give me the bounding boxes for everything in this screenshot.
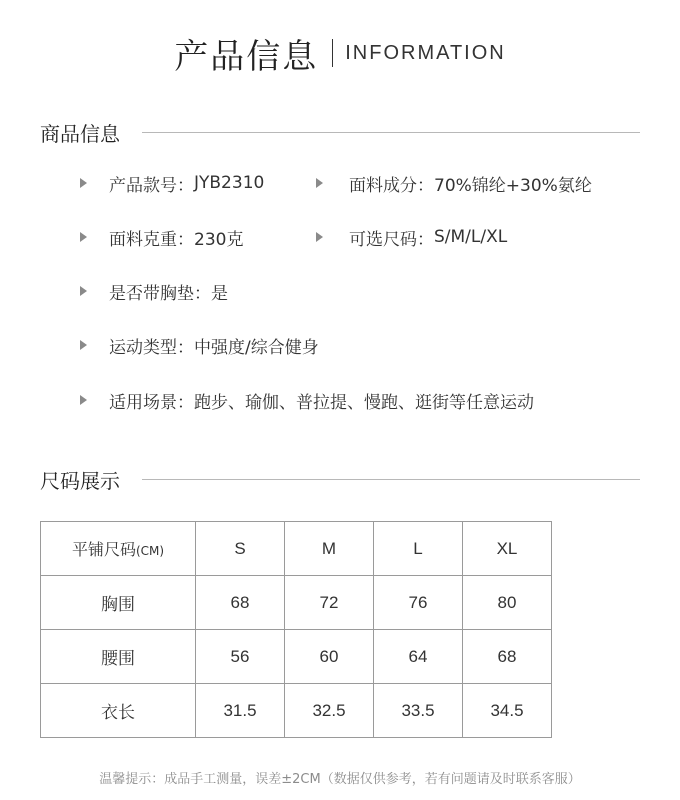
bullet-triangle-icon [80, 286, 87, 296]
bullet-triangle-icon [80, 340, 87, 350]
info-label: 面料克重： [109, 229, 194, 250]
section-title-product-info: 商品信息 [40, 121, 120, 146]
info-value: 中强度/综合健身 [194, 337, 319, 358]
table-row [41, 684, 552, 738]
size-header-l: L [374, 522, 463, 576]
info-item-fabric-composition [314, 171, 592, 195]
info-item-fabric-weight [78, 225, 243, 249]
table-cell: 64 [374, 630, 463, 684]
table-cell: 60 [285, 630, 374, 684]
info-value: 230克 [194, 229, 244, 250]
table-cell: 56 [196, 630, 285, 684]
page-title: 产品信息 [174, 36, 319, 77]
table-cell: 76 [374, 576, 463, 630]
info-value: 是 [211, 283, 228, 304]
table-cell: 68 [196, 576, 285, 630]
header-label-text: 平铺尺码 [71, 540, 136, 559]
info-label: 是否带胸垫： [109, 283, 211, 304]
bullet-triangle-icon [80, 232, 87, 242]
info-item-style-number [78, 171, 264, 195]
table-row [41, 630, 552, 684]
bullet-triangle-icon [316, 178, 323, 188]
size-table [40, 521, 552, 738]
section-divider [142, 132, 640, 133]
section-title-size-chart: 尺码展示 [40, 468, 120, 493]
info-value: S/M/L/XL [434, 227, 508, 247]
table-row [41, 576, 552, 630]
row-label-chest: 胸围 [41, 576, 196, 630]
product-info-heading [40, 117, 640, 147]
info-item-sport-type [78, 333, 319, 357]
page-subtitle: INFORMATION [345, 41, 506, 64]
table-header-row [41, 522, 552, 576]
size-header-xl: XL [463, 522, 552, 576]
table-header-label [41, 522, 196, 576]
info-item-chest-pad [78, 279, 228, 303]
info-value: 跑步、瑜伽、普拉提、慢跑、逛街等任意运动 [194, 392, 534, 413]
info-value: 70%锦纶+30%氨纶 [434, 175, 592, 196]
section-divider [142, 479, 640, 480]
info-label: 运动类型： [109, 337, 194, 358]
page-header [0, 28, 680, 78]
measurement-note: 温馨提示：成品手工测量，误差±2CM（数据仅供参考，若有问题请及时联系客服） [99, 772, 581, 787]
table-cell: 80 [463, 576, 552, 630]
table-cell: 72 [285, 576, 374, 630]
row-label-waist: 腰围 [41, 630, 196, 684]
size-header-s: S [196, 522, 285, 576]
info-label: 适用场景： [109, 392, 194, 413]
header-unit-text: (CM) [135, 544, 165, 558]
info-item-use-scenarios [78, 388, 534, 412]
table-cell: 33.5 [374, 684, 463, 738]
size-chart-heading [40, 464, 640, 494]
info-item-available-sizes [314, 225, 507, 249]
size-header-m: M [285, 522, 374, 576]
info-label: 面料成分： [349, 175, 434, 196]
table-cell: 34.5 [463, 684, 552, 738]
title-divider [332, 39, 333, 67]
row-label-length: 衣长 [41, 684, 196, 738]
bullet-triangle-icon [316, 232, 323, 242]
table-cell: 32.5 [285, 684, 374, 738]
bullet-triangle-icon [80, 178, 87, 188]
info-value: JYB2310 [194, 173, 265, 193]
table-cell: 31.5 [196, 684, 285, 738]
info-label: 可选尺码： [349, 229, 434, 250]
info-label: 产品款号： [109, 175, 194, 196]
bullet-triangle-icon [80, 395, 87, 405]
table-cell: 68 [463, 630, 552, 684]
